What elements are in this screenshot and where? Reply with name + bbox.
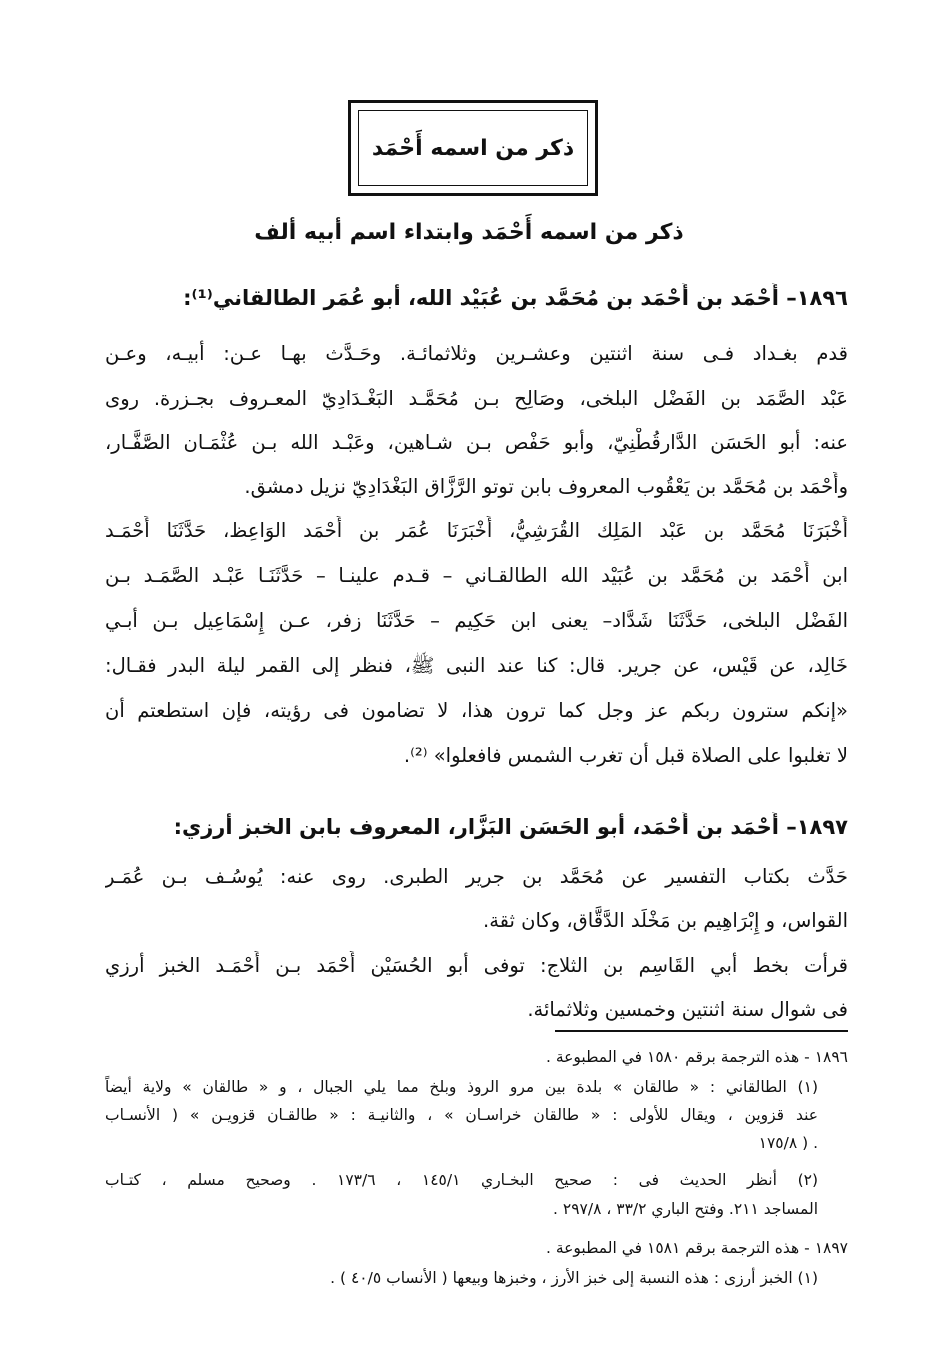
entry-1896-hadith-line: لا تغلبوا على الصلاة قبل أن تغرب الشمس فافعلوا» ⁽²⁾. <box>403 744 848 767</box>
entry-1896-hadith-line: خَالِد، عن قَيْس، عن جرير. قال: كنا عند النبى ﷺ، فنظر إلى القمر ليلة البدر فقـال: <box>105 654 848 677</box>
section-title-box <box>348 100 598 196</box>
footnote-line: (١) الخبز أرزى : هذه النسبة إلى خبز الأرز ، وخبزها وبيعها ( الأنساب ٤٠/٥ ) . <box>330 1269 818 1287</box>
footnote-line: . ( ١٧٥/٨ <box>758 1134 818 1152</box>
entry-1897-text-line: حَدَّث بكتاب التفسير عن مُحَمَّد بن جرير الطبرى. روى عنه: يُوسُـف بـن عُمَـر <box>105 865 848 888</box>
subsection-title: ذكر من اسمه أَحْمَد وابتداء اسم أبيه ألف <box>254 220 684 245</box>
entry-1896-text-line: وأَحْمَد بن مُحَمَّد بن يَعْقُوب المعروف بابن توتو الرَّزَّاق البَغْدَادِيّ نزيل دمشق. <box>244 475 848 498</box>
footnote-separator <box>555 1030 848 1032</box>
footnote-line: ١٨٩٧ - هذه الترجمة برقم ١٥٨١ في المطبوعة . <box>546 1239 848 1257</box>
entry-1896-hadith-line: أَخْبَرَنَا مُحَمَّد بن عَبْد المَلِك القُرَشِيُّ، أَخْبَرَنَا عُمَر بن أَحْمَد الوَاعِظ، حَدَّثَنَا أَحْمَـد <box>105 519 848 542</box>
entry-1897-text-line: القواس، و إِبْرَاهِيم بن مَخْلَد الدَّقَّاق، وكان ثقة. <box>483 909 848 932</box>
entry-1896-hadith-line: ابن أَحْمَد بن مُحَمَّد بن عُبَيْد الله الطالقـاني – قـدم علينـا – حَدَّثَنَـا عَبْـد الصَّمَـد بـن <box>105 564 848 587</box>
entry-1896-text-line: عَبْد الصَّمَد بن الفَضْل البلخى، وصَالِح بـن مُحَمَّـد البَغْـدَادِيّ المعـروف بجـزرة. روى <box>105 387 848 410</box>
entry-1896-text-line: قدم بغـداد فـى سنة اثنتين وعشـرين وثلاثمائـة. وحَـدَّث بهـا عـن: أبيـه، وعـن <box>105 342 848 365</box>
section-title-inner-frame <box>358 110 588 186</box>
entry-1896-heading: ١٨٩٦– أَحْمَد بن أَحْمَد بن مُحَمَّد بن عُبَيْد الله، أبو عُمَر الطالقاني⁽¹⁾: <box>183 286 848 310</box>
footnote-line: ١٨٩٦ - هذه الترجمة برقم ١٥٨٠ في المطبوعة . <box>546 1048 848 1066</box>
footnote-line: عند قزوين ، ويقال للأولى : « طالقان خراسـان » ، والثانيـة : « طالقـان قزويـن » ( الأنسـاب <box>105 1106 818 1124</box>
entry-1896-hadith-line: الفَضْل البلخى، حَدَّثَنَا شَدَّاد– يعنى ابن حَكِيم – حَدَّثَنَا زفر، عـن إِسْمَاعِيل بـن أبـي <box>105 609 848 632</box>
entry-1897-heading: ١٨٩٧– أَحْمَد بن أَحْمَد، أبو الحَسَن البَزَّار، المعروف بابن الخبز أرزي: <box>173 815 848 839</box>
section-title: ذكر من اسمه أَحْمَد <box>371 135 575 161</box>
entry-1897-text-line: قرأت بخط أبي القَاسِم بن الثلاج: توفى أبو الحُسَيْن أَحْمَد بـن أَحْمَـد الخبز أرزي <box>105 954 848 977</box>
footnote-line: (١) الطالقاني : « طالقان » بلدة بين مرو الروذ وبلخ مما يلي الجبال ، و « طالقان » ولاية أيضاً <box>105 1078 818 1096</box>
footnote-line: (٢) أنظر الحديث فى : صحيح البخـاري ١٤٥/١ ، ١٧٣/٦ . وصحيح مسلم ، كتـاب <box>105 1171 818 1189</box>
entry-1897-text-line: فى شوال سنة اثنتين وخمسين وثلاثمائة. <box>527 998 848 1021</box>
footnote-line: المساجد ٢١١. وفتح الباري ٣٣/٢ ، ٢٩٧/٨ . <box>553 1200 818 1218</box>
entry-1896-text-line: عنه: أبو الحَسَن الدَّارقُطْنِيّ، وأبو حَفْص بـن شـاهين، وعَبْـد الله بـن عُثْمَـان الصَّفَّـار، <box>105 431 848 454</box>
entry-1896-hadith-line: «إنكم سترون ربكم عز وجل كما ترون هذا، لا تضامون فى رؤيته، فإن استطعتم أن <box>105 699 848 722</box>
